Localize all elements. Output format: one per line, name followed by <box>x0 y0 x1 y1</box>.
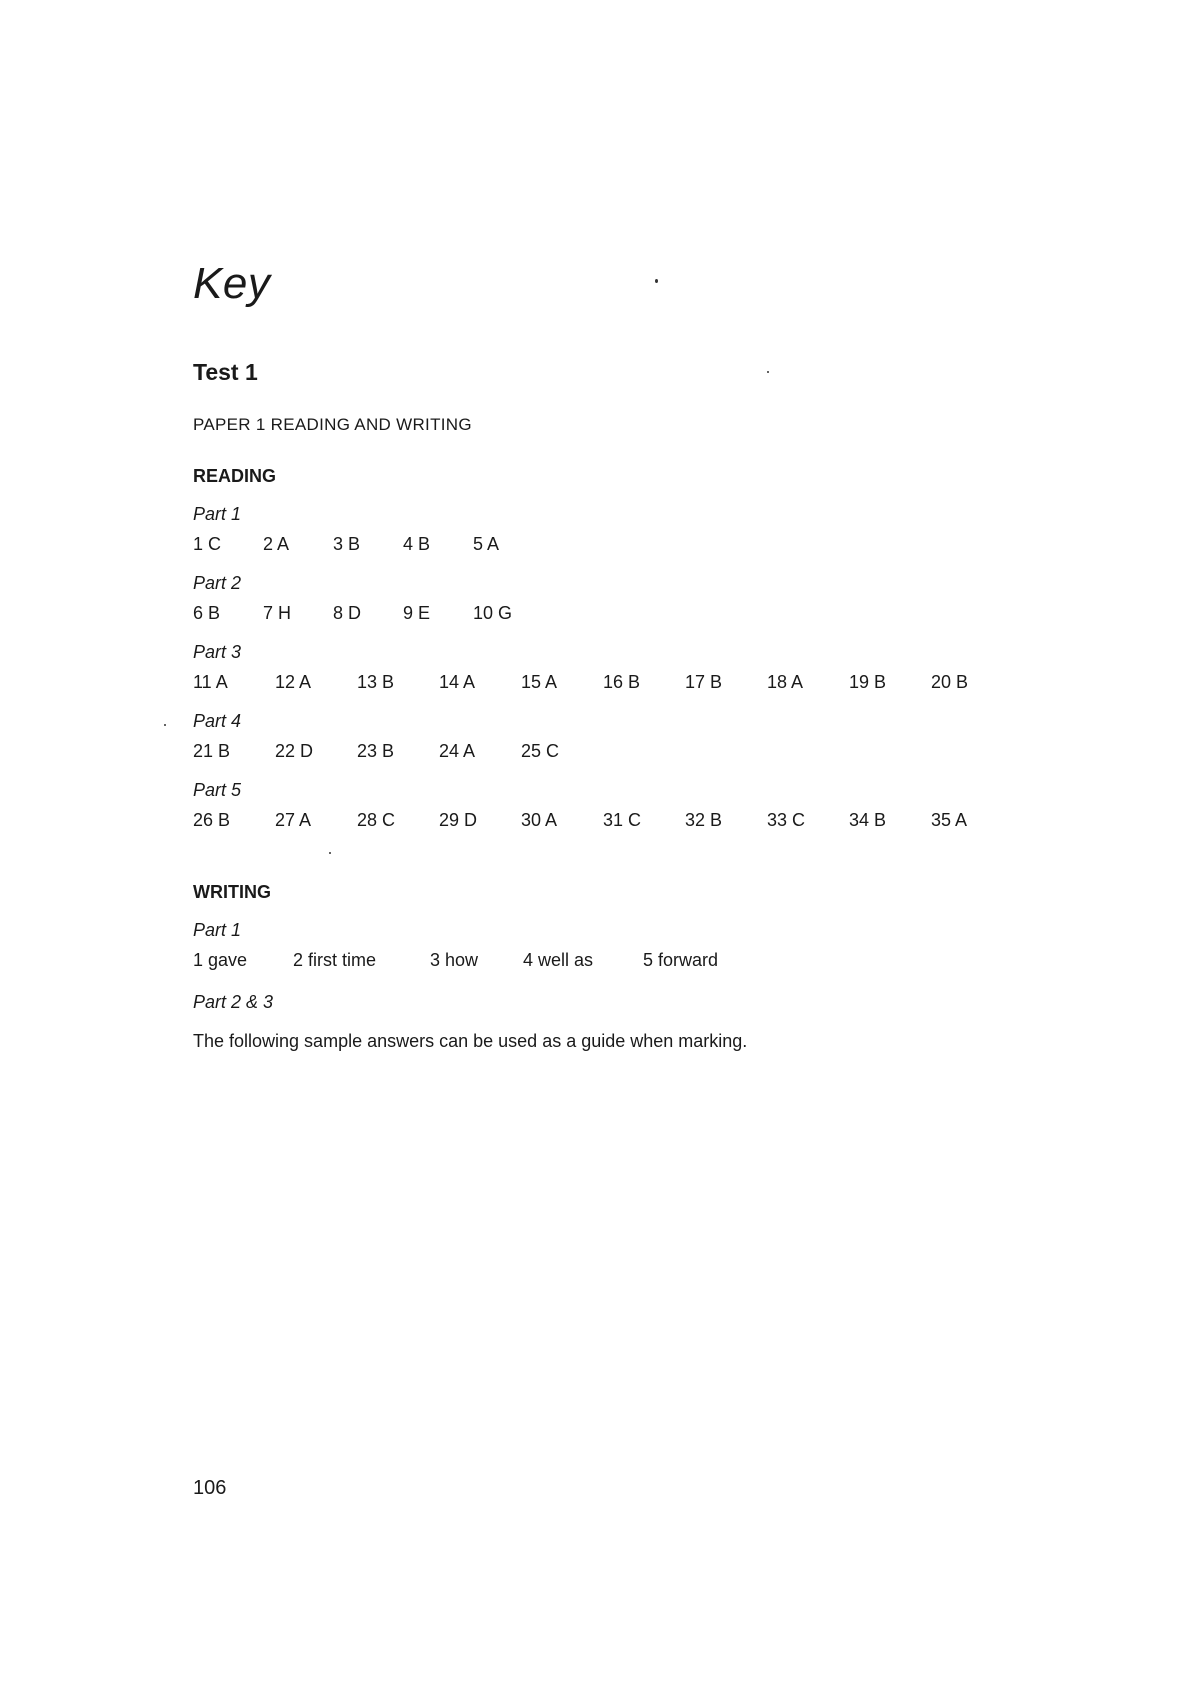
writing-part-1-label: Part 1 <box>193 920 242 940</box>
paper-heading: PAPER 1 READING AND WRITING <box>193 415 472 434</box>
answer-item: 31 C <box>603 810 642 830</box>
answer-item: 14 A <box>439 672 476 692</box>
reading-part-4-label: Part 4 <box>193 711 242 731</box>
test-heading: Test 1 <box>193 359 258 385</box>
answer-item: 26 B <box>193 810 231 830</box>
page-title: Key <box>193 259 271 308</box>
answer-item: 7 H <box>263 603 292 623</box>
answer-item: 28 C <box>357 810 396 830</box>
answer-item: 6 B <box>193 603 221 623</box>
scan-speck <box>329 852 331 854</box>
answer-item: 2 A <box>263 534 290 554</box>
answer-item: 25 C <box>521 741 560 761</box>
answer-item: 1 C <box>193 534 222 554</box>
answer-item: 10 G <box>473 603 513 623</box>
answer-item: 19 B <box>849 672 887 692</box>
answer-item: 3 B <box>333 534 361 554</box>
answer-item: 13 B <box>357 672 395 692</box>
answer-item: 21 B <box>193 741 231 761</box>
answer-item: 27 A <box>275 810 312 830</box>
answer-item: 5 A <box>473 534 500 554</box>
answer-item: 22 D <box>275 741 314 761</box>
reading-part-5-label: Part 5 <box>193 780 242 800</box>
scan-speck <box>655 279 658 283</box>
answer-item: 20 B <box>931 672 969 692</box>
reading-part-2-label: Part 2 <box>193 573 242 593</box>
reading-heading: READING <box>193 466 277 486</box>
scan-speck <box>164 724 166 726</box>
answer-item: 5 forward <box>643 950 719 970</box>
answer-item: 23 B <box>357 741 395 761</box>
answer-item: 4 well as <box>523 950 594 970</box>
answer-item: 29 D <box>439 810 478 830</box>
answer-item: 1 gave <box>193 950 248 970</box>
answer-item: 2 first time <box>293 950 377 970</box>
answer-item: 24 A <box>439 741 476 761</box>
answer-item: 15 A <box>521 672 558 692</box>
answer-item: 32 B <box>685 810 723 830</box>
answer-item: 4 B <box>403 534 431 554</box>
answer-item: 16 B <box>603 672 641 692</box>
writing-heading: WRITING <box>193 882 271 902</box>
marking-guide-text: The following sample answers can be used as a guide when marking. <box>193 1031 748 1051</box>
answer-item: 3 how <box>430 950 479 970</box>
answer-item: 33 C <box>767 810 806 830</box>
answer-item: 9 E <box>403 603 431 623</box>
answer-item: 35 A <box>931 810 968 830</box>
answer-item: 12 A <box>275 672 312 692</box>
answer-item: 8 D <box>333 603 362 623</box>
reading-part-3-label: Part 3 <box>193 642 242 662</box>
answer-item: 11 A <box>193 672 228 692</box>
answer-item: 34 B <box>849 810 887 830</box>
answer-item: 18 A <box>767 672 804 692</box>
page-number: 106 <box>193 1477 227 1499</box>
scan-speck <box>767 371 769 373</box>
writing-part-2-3-label: Part 2 & 3 <box>193 992 274 1012</box>
answer-item: 17 B <box>685 672 723 692</box>
answer-item: 30 A <box>521 810 558 830</box>
reading-part-1-label: Part 1 <box>193 504 242 524</box>
